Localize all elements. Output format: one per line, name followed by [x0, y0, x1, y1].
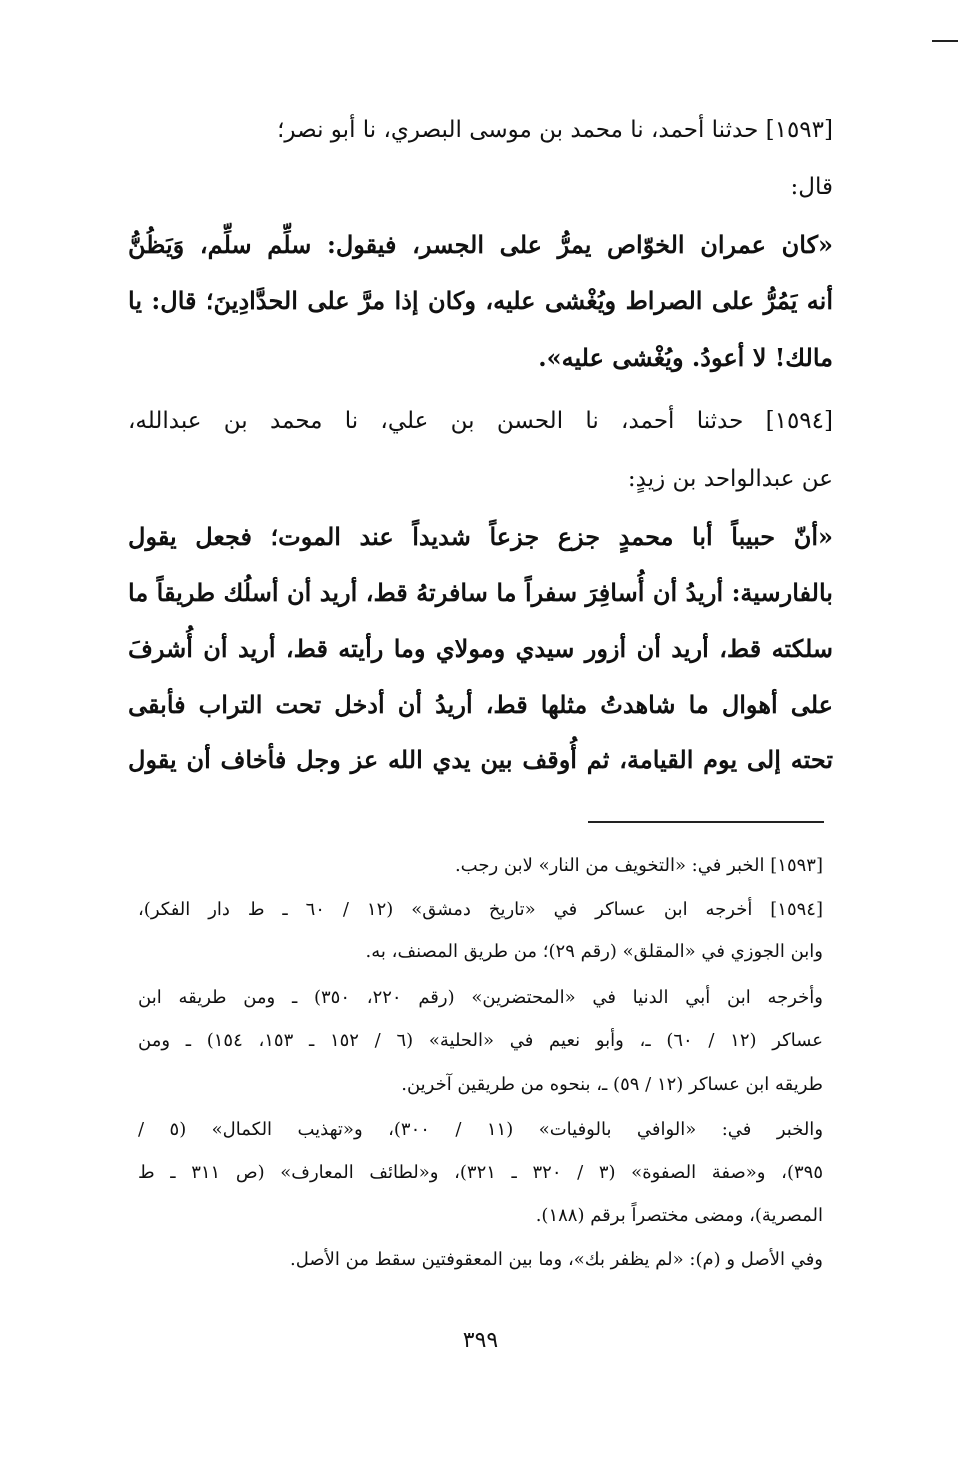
footnote-line-6: طريقه ابن عساكر (١٢ / ٥٩) ـ، بنحوه من طريقين آخرين. [401, 1074, 823, 1095]
footnote-line-1: [١٥٩٣] الخبر في: «التخويف من النار» لابن رجب. [454, 855, 823, 876]
footnote-separator [588, 821, 824, 823]
main-line-5: مالك! لا أعودُ. ويُغْشى عليه». [538, 343, 833, 372]
main-line-2: قال: [790, 174, 833, 200]
footnote-line-2: [١٥٩٤] أخرجه ابن عساكر في «تاريخ دمشق» (١٢ / ٦٠ ـ ط دار الفكر)، [138, 899, 823, 920]
page-number: ٣٩٩ [462, 1328, 499, 1353]
main-line-11: على أهوال ما شاهدتُ مثلها قط، أريدُ أن أدخل تحت التراب فأبقى [128, 690, 833, 719]
footnote-line-9: المصرية)، ومضى مختصراً برقم (١٨٨). [535, 1205, 823, 1226]
footnote-line-8: ٣٩٥)، و«صفة الصفوة» (٣ / ٣٢٠ ـ ٣٢١)، و«لطائف المعارف» (ص ٣١١ ـ ط [138, 1162, 823, 1183]
header-rule [932, 40, 958, 42]
main-line-8: «أنّ حبيباً أبا محمدٍ جزع جزعاً شديداً عند الموت؛ فجعل يقول [128, 522, 833, 551]
main-line-10: سلكته قط، أريد أن أزور سيدي ومولاي وما رأيته قط، أريد أن أُشرفَ [128, 634, 833, 663]
footnote-line-5: عساكر (١٢ / ٦٠) ـ، وأبو نعيم في «الحلية» (٦ / ١٥٢ ـ ١٥٣، ١٥٤) ـ ومن [138, 1030, 824, 1051]
main-line-12: تحته إلى يوم القيامة، ثم أُوقف بين يدي الله عز وجل فأخاف أن يقول [128, 745, 833, 774]
main-line-9: بالفارسية: أريدُ أن أُسافِرَ سفراً ما سافرتهُ قط، أريد أن أسلُك طريقاً ما [128, 578, 833, 607]
footnote-line-4: وأخرجه ابن أبي الدنيا في «المحتضرين» (رقم ٢٢٠، ٣٥٠) ـ ومن طريقه ابن [138, 987, 823, 1008]
footnote-line-3: وابن الجوزي في «المقلق» (رقم ٢٩)؛ من طريق المصنف، به. [365, 941, 823, 962]
main-line-3: «كان عمران الخوّاص يمرُّ على الجسر، فيقول: سلِّم سلِّم، وَيَظُنُّ [128, 230, 833, 259]
main-line-4: أنه يَمُرُّ على الصراط ويُغْشى عليه، وكان إذا مرَّ على الحدَّادِينَ؛ قال: يا [128, 286, 833, 315]
footnote-line-7: والخبر في: «الوافي بالوفيات» (١١ / ٣٠٠)، و«تهذيب الكمال» (٥ / [138, 1119, 824, 1140]
main-line-6: [١٥٩٤] حدثنا أحمد، نا الحسن بن علي، نا محمد بن عبدالله، [128, 408, 833, 434]
footnote-line-10: وفي الأصل و (م): «لم يظفر بك»، وما بين المعقوفتين سقط من الأصل. [289, 1249, 823, 1270]
main-line-1: [١٥٩٣] حدثنا أحمد، نا محمد بن موسى البصري، نا أبو نصر؛ [277, 117, 833, 143]
main-line-7: عن عبدالواحد بن زيدٍ: [627, 466, 833, 492]
